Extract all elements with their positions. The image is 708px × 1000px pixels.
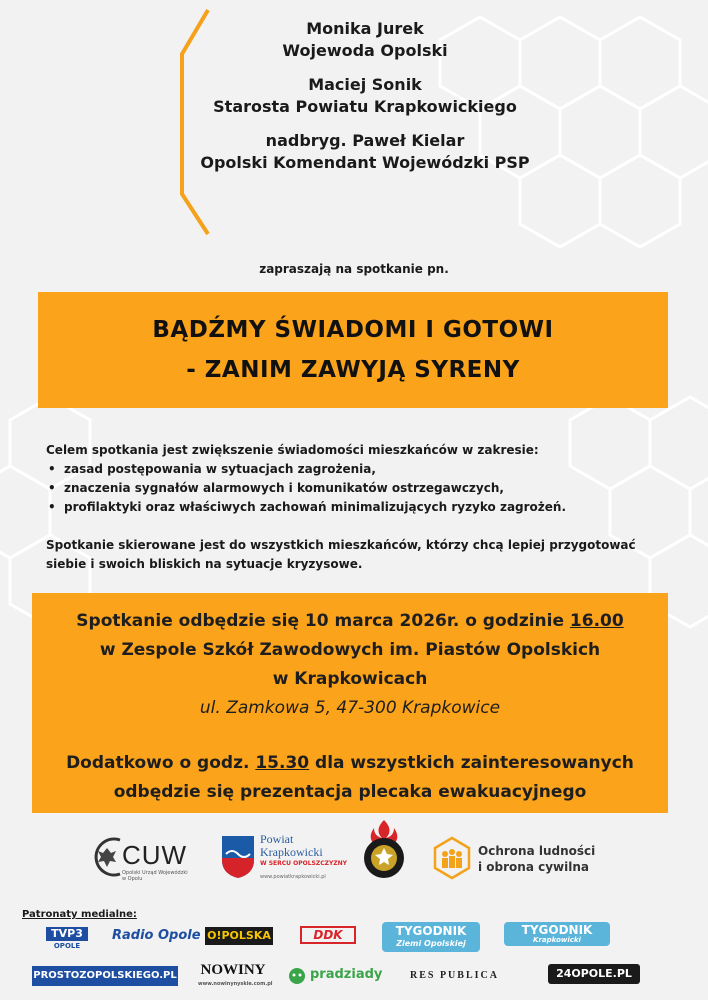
fire-brigade-emblem-icon: [360, 818, 408, 884]
ddk-logo: DDK: [300, 926, 356, 944]
pradziady-logo: [288, 966, 383, 986]
powiat-url: www.powiatkrapkowicki.pl: [260, 874, 326, 880]
cuw-logo: [92, 834, 202, 894]
event-details-box: [32, 593, 668, 813]
event-date-text: Spotkanie odbędzie się 10 marca 2026r. o godzinie: [76, 611, 570, 631]
host-name: Maciej Sonik: [308, 75, 422, 94]
hosts-section: [150, 18, 580, 186]
nowiny-logo: [198, 962, 273, 990]
tygodnik-ziemi-opolskiej-logo: [382, 922, 480, 952]
extra-time: 15.30: [255, 753, 310, 773]
powiat-line2: Krapkowicki: [260, 845, 323, 859]
cuw-subtitle-2: w Opolu: [122, 876, 143, 882]
partner-logos-row: [0, 816, 708, 896]
audience-line1: Spotkanie skierowane jest do wszystkich mieszkańców, którzy chcą lepiej przygotować: [46, 538, 636, 552]
radio-opole-logo: Radio Opole: [112, 928, 201, 943]
powiat-line1: Powiat: [260, 832, 294, 846]
goal-section: [46, 441, 666, 574]
tvp3-logo: [46, 927, 88, 951]
goal-intro: Celem spotkania jest zwiększenie świadomości mieszkańców w zakresie:: [46, 443, 539, 457]
extra-info-line2: odbędzie się prezentacja plecaka ewakuacyjnego: [113, 782, 587, 802]
eagle-emblem-icon: [92, 836, 122, 878]
24opole-logo: 24OPOLE.PL: [548, 964, 640, 984]
host-role: Starosta Powiatu Krapkowickiego: [213, 97, 517, 116]
event-title-line2: - ZANIM ZAWYJĄ SYRENY: [186, 357, 520, 383]
prostozopolskiego-logo: PROSTOZOPOLSKIEGO.PL: [32, 966, 178, 986]
event-time: 16.00: [569, 611, 624, 631]
extra-suffix: dla wszystkich zainteresowanych: [309, 753, 634, 773]
extra-info-line1: [32, 749, 668, 778]
host-name: Monika Jurek: [306, 19, 424, 38]
host-role: Opolski Komendant Wojewódzki PSP: [200, 153, 530, 172]
ochrona-line1: Ochrona ludności: [478, 844, 596, 858]
ochrona-line2: i obrona cywilna: [478, 860, 589, 874]
res-publica-logo: RES PUBLICA: [410, 970, 499, 981]
host-wojewoda: [150, 18, 580, 62]
goal-list: [46, 460, 666, 517]
powiat-crest-icon: [220, 834, 256, 880]
host-starosta: [150, 74, 580, 118]
pradziady-icon: [288, 967, 306, 985]
tygodnik2-sub: Krapkowicki: [533, 936, 581, 944]
cuw-subtitle-1: Opolski Urząd Wojewódzki: [122, 870, 188, 876]
tygodnik-sub: Ziemi Opolskiej: [396, 939, 466, 948]
tvp3-mark: TVP3: [46, 927, 88, 941]
tygodnik-krapkowicki-logo: [504, 922, 610, 946]
host-komendant: [150, 130, 580, 174]
invite-text: zapraszają na spotkanie pn.: [259, 262, 449, 276]
opolska-logo: O!POLSKA: [205, 927, 273, 945]
nowiny-url: www.nowinynyskie.com.pl: [198, 981, 273, 987]
cuw-mark: CUW: [122, 840, 188, 870]
event-title-line1: BĄDŹMY ŚWIADOMI I GOTOWI: [152, 317, 554, 343]
psp-emblem: [360, 818, 408, 884]
media-patronage-label: Patronaty medialne:: [22, 909, 137, 920]
audience-line2: siebie i swoich bliskich na sytuacje kryzysowe.: [46, 557, 363, 571]
powiat-krapkowicki-logo: [220, 830, 360, 892]
goal-list-item: • profilaktyki oraz właściwych zachowań minimalizujących ryzyko zagrożeń.: [46, 498, 666, 517]
extra-prefix: Dodatkowo o godz.: [66, 753, 256, 773]
goal-list-item: • zasad postępowania w sytuacjach zagrożenia,: [46, 460, 666, 479]
tygodnik2-title: TYGODNIK: [521, 923, 593, 937]
host-name: nadbryg. Paweł Kielar: [265, 131, 465, 150]
powiat-tagline: W SERCU OPOLSZCZYZNY: [260, 860, 348, 867]
tygodnik-title: TYGODNIK: [395, 924, 467, 938]
tvp3-sub: OPOLE: [53, 942, 81, 950]
nowiny-title: NOWINY: [200, 962, 266, 978]
event-address: ul. Zamkowa 5, 47-300 Krapkowice: [199, 698, 501, 718]
pradziady-text: pradziady: [310, 967, 383, 982]
event-date-line: [32, 607, 668, 636]
event-city-line: w Krapkowicach: [272, 669, 428, 689]
host-role: Wojewoda Opolski: [282, 41, 448, 60]
goal-list-item: • znaczenia sygnałów alarmowych i komunikatów ostrzegawczych,: [46, 479, 666, 498]
ochrona-ludnosci-logo: [432, 836, 602, 886]
event-venue-line: w Zespole Szkół Zawodowych im. Piastów Opolskich: [99, 640, 601, 660]
event-title-banner: [38, 292, 668, 408]
civil-protection-icon: [432, 836, 472, 880]
